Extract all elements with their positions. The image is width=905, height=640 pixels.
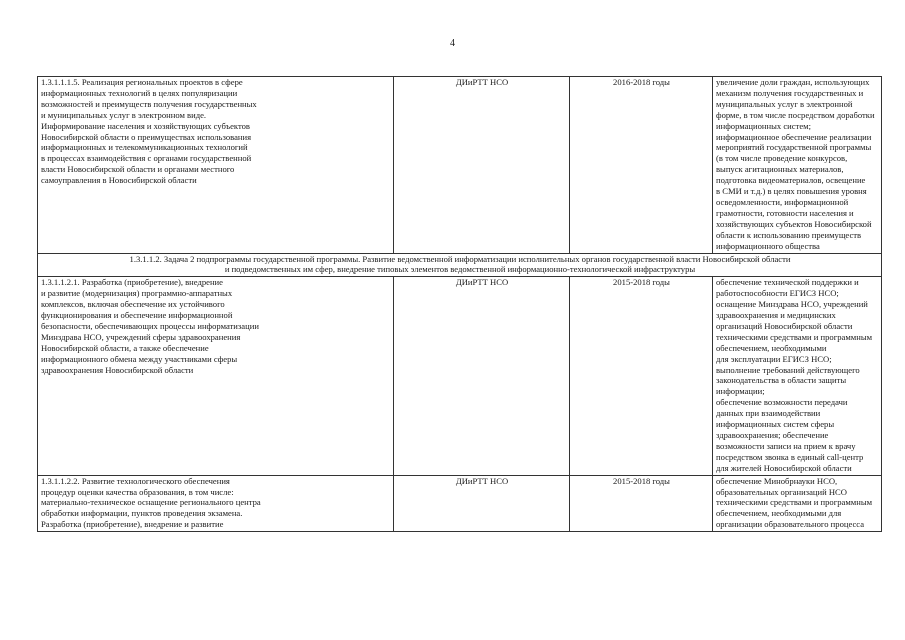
activity-description: 1.3.1.1.2.2. Развитие технологического обеспечения процедур оценки качества образования, в том числе: материально-техническое оснащение регионального центра обработки информации, пунктов проведения экзамена. Разработка (приобретение), внедрение и развитие	[38, 475, 394, 532]
expected-result-cell: обеспечение Минобрнауки НСО, образовательных организаций НСО техническими средствами и программным обеспечением, необходимыми для организации образовательного процесса	[713, 475, 882, 532]
expected-result-cell: обеспечение технической поддержки и работоспособности ЕГИСЗ НСО; оснащение Минздрава НСО, учреждений здравоохранения и медицинских организаций Новосибирской области техническими средствами и программным обеспечением, необходимыми для эксплуатации ЕГИСЗ НСО; выполнение требований действующего законодательства в области защиты информации; обеспечение возможности передачи данных при взаимодействии информационных систем сферы здравоохранения; обеспечение возможности записи на прием к врачу посредством звонка в единый call-центр для жителей Новосибирской области	[713, 277, 882, 475]
period-cell: 2015-2018 годы	[570, 475, 713, 532]
executor-cell: ДИиРТТ НСО	[394, 277, 570, 475]
task-row	[38, 253, 882, 277]
table-row	[38, 77, 882, 254]
table-row	[38, 475, 882, 532]
page-number: 4	[450, 38, 455, 49]
task-heading: 1.3.1.1.2. Задача 2 подпрограммы государственной программы. Развитие ведомственной информатизации исполнительных органов государственной власти Новосибирской области и подведомственных им сфер, внедрение типовых элементов ведомственной информационно-технологической инфраструктуры	[38, 253, 882, 277]
activity-description: 1.3.1.1.1.5. Реализация региональных проектов в сфере информационных технологий в целях популяризации возможностей и преимуществ получения государственных и муниципальных услуг в электронном виде. Информирование населения и хозяйствующих субъектов Новосибирской области о преимуществах использования информационных и телекоммуникационных технологий в процессах взаимодействия с органами государственной власти Новосибирской области и органами местного самоуправления в Новосибирской области	[38, 77, 394, 254]
executor-cell: ДИиРТТ НСО	[394, 77, 570, 254]
table-row	[38, 277, 882, 475]
period-cell: 2016-2018 годы	[570, 77, 713, 254]
activity-description: 1.3.1.1.2.1. Разработка (приобретение), внедрение и развитие (модернизация) программно-аппаратных комплексов, включая обеспечение их устойчивого функционирования и обеспечение информационной безопасности, обеспечивающих процессы информатизации Минздрава НСО, учреждений сферы здравоохранения Новосибирской области, а также обеспечение информационного обмена между участниками сферы здравоохранения Новосибирской области	[38, 277, 394, 475]
expected-result-cell: увеличение доли граждан, использующих механизм получения государственных и муниципальных услуг в электронной форме, в том числе посредством доработки информационных систем; информационное обеспечение реализации мероприятий государственной программы (в том числе проведение конкурсов, выпуск агитационных материалов, подготовка видеоматериалов, освещение в СМИ и т.д.) в целях повышения уровня осведомленности, информационной грамотности, готовности населения и хозяйствующих субъектов Новосибирской области к использованию преимуществ информационного общества	[713, 77, 882, 254]
activities-table	[37, 76, 882, 532]
period-cell: 2015-2018 годы	[570, 277, 713, 475]
executor-cell: ДИиРТТ НСО	[394, 475, 570, 532]
